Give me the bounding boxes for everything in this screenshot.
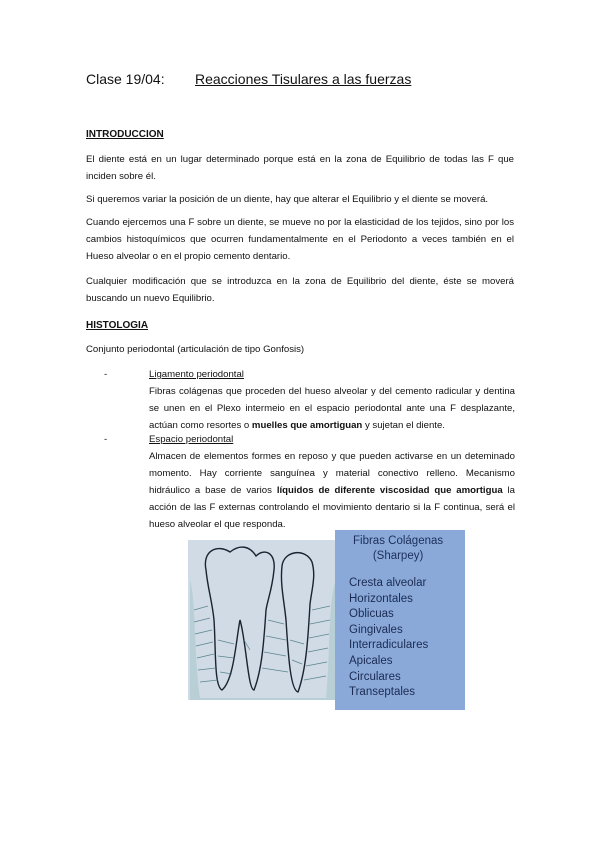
clase-label: Clase 19/04: <box>86 71 165 87</box>
intro-heading: INTRODUCCION <box>86 129 164 140</box>
intro-paragraph-4: Cualquier modificación que se introduzca en la zona de Equilibrio del diente, éste se moverá buscando un nuevo Equilibrio. <box>86 276 514 304</box>
list-item: Circulares <box>349 670 401 683</box>
periodontal-figure <box>188 530 466 710</box>
intro-paragraph-3: Cuando ejercemos una F sobre un diente, se mueve no por la elasticidad de los tejidos, sino por los cambios histoquímicos que ocurren fundamentalmente en el Periodonto a veces también en el Hueso alveolar o en el propio cemento dentario. <box>86 217 514 262</box>
tooth-illustration <box>188 540 338 700</box>
tooth-diagram <box>188 540 338 700</box>
espacio-label: Espacio periodontal <box>149 434 234 445</box>
list-item: Horizontales <box>349 592 413 605</box>
list-item: Transeptales <box>349 686 416 699</box>
bullet-dash: - <box>104 369 108 380</box>
header <box>86 71 546 91</box>
legend-title: Fibras Colágenas (Sharpey) <box>353 535 444 562</box>
list-item: Interradiculares <box>349 639 429 652</box>
list-item: Cresta alveolar <box>349 577 427 589</box>
espacio-text: Almacen de elementos formes en reposo y que pueden activarse en un deteminado momento. Hay corriente sanguínea y material conectivo relleno. Mecanismo hidráulico a base de varios líquidos de diferente viscosidad que amortigua la acción de las F externas controlando el movimiento dentario si la F continua, será el hueso alveolar el que responda. <box>149 451 515 530</box>
bullet-dash: - <box>104 434 108 445</box>
ligamento-text: Fibras colágenas que proceden del hueso alveolar y del cemento radicular y dentina se unen en el Plexo intermeio en el espacio periodontal ante una F desplazante, actúan como resortes o muelles que amortiguan y sujetan el diente. <box>149 386 515 431</box>
espacio-bold: líquidos de diferente viscosidad que amortigua <box>276 485 503 496</box>
conjunto-text: Conjunto periodontal (articulación de tipo Gonfosis) <box>86 344 305 355</box>
page-title: Reacciones Tisulares a las fuerzas <box>195 71 412 87</box>
list-item: Apicales <box>349 654 393 667</box>
ligamento-bold: muelles que amortiguan <box>251 420 363 431</box>
ligamento-label: Ligamento periodontal <box>149 369 244 380</box>
intro-paragraph-1: El diente está en un lugar determinado porque está en la zona de Equilibrio de todas las F que inciden sobre él. <box>86 154 514 182</box>
histologia-heading: HISTOLOGIA <box>86 320 149 331</box>
fibras-list <box>349 576 428 701</box>
intro-paragraph-2: Si queremos variar la posición de un diente, hay que alterar el Equilibrio y el diente se moverá. <box>86 194 489 205</box>
fibras-legend <box>335 530 465 710</box>
list-item: Gingivales <box>349 623 403 636</box>
list-item: Oblicuas <box>349 608 394 621</box>
